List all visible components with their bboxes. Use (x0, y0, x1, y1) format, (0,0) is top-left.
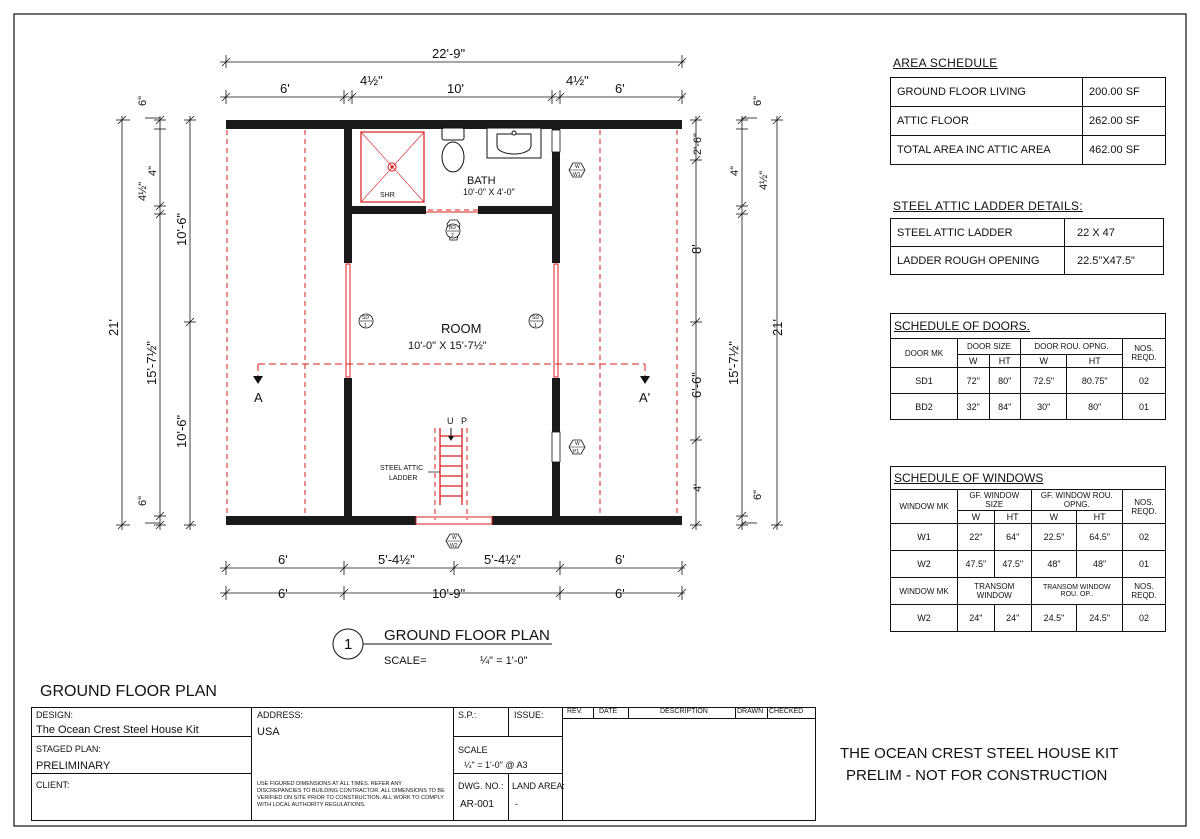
svg-text:SD: SD (532, 315, 539, 321)
svg-text:P1: P1 (573, 449, 580, 455)
svg-text:W1: W1 (573, 172, 581, 178)
toilet-icon (442, 128, 464, 172)
svg-text:W: W (575, 441, 580, 447)
door-openings (346, 212, 558, 524)
drawing-number: 1 (344, 636, 353, 653)
dim-left-6-top: 6" (137, 95, 149, 106)
dim-right-21: 21' (770, 319, 785, 336)
dim-right-2-6: 2'-6" (692, 133, 704, 155)
staged-value: PRELIMINARY (36, 760, 111, 772)
ladder-p-label: P (461, 416, 468, 426)
doors-schedule-title: SCHEDULE OF DOORS. (891, 314, 1166, 339)
table-row: SD1 72" 80" 72.5" 80.75" 02 (891, 368, 1166, 394)
section-arrow-left-icon (253, 376, 263, 384)
project-line-1: THE OCEAN CREST STEEL HOUSE KIT (840, 745, 1119, 762)
sp-label: S.P.: (458, 710, 477, 720)
tag-w2 (446, 534, 462, 549)
table-row: W2 47.5" 47.5" 48" 48" 01 (891, 551, 1166, 578)
tag-w1-top (569, 163, 585, 178)
ladder-up-label: U (447, 416, 454, 426)
dim-left-15-7: 15'-7½" (144, 341, 159, 385)
rev-header-checked: CHECKED (769, 708, 804, 715)
rev-header-description: DESCRIPTION (660, 708, 708, 715)
client-label: CLIENT: (36, 780, 70, 790)
dim-right-4half: 4½" (758, 170, 770, 190)
doors-schedule-table: SCHEDULE OF DOORS. DOOR MK DOOR SIZE DOOR ROU. OPNG. NOS. REQD. W HT W HT SD1 72" 80" 72.5" 80.75" 02 BD2 32" 84" 30" 80" 01 (890, 313, 1166, 420)
table-row: GROUND FLOOR LIVING 200.00 SF (891, 78, 1166, 107)
dim-bottom-5-4-left: 5'-4½" (378, 552, 415, 567)
design-label: DESIGN: (36, 710, 74, 720)
sheet-title: GROUND FLOOR PLAN (40, 683, 217, 700)
area-schedule-title: AREA SCHEDULE (893, 56, 998, 70)
ladder-details-table (890, 218, 1164, 275)
dim-right-4-outer: 4" (729, 165, 741, 176)
tag-sd1-left (359, 314, 373, 329)
address-value: USA (257, 726, 280, 738)
drawing-scale-value: ¼" = 1'-0" (480, 655, 528, 667)
bath-size: 10'-0" X 4'-0" (463, 187, 515, 197)
dim-left-10-6-bottom: 10'-6" (174, 414, 189, 448)
table-row: W1 22" 64" 22.5" 64.5" 02 (891, 524, 1166, 551)
title-block (31, 707, 816, 821)
tag-sd1-right (529, 314, 543, 329)
table-row: LADDER ROUGH OPENING 22.5"X47.5" (891, 247, 1164, 275)
dim-bottom-6-right-b: 6' (615, 586, 625, 601)
svg-text:BD: BD (449, 225, 456, 231)
svg-text:1: 1 (534, 323, 537, 329)
dim-right-6-bottom: 6" (752, 489, 764, 500)
address-label: ADDRESS: (257, 710, 304, 720)
table-row: BD2 32" 84" 30" 80" 01 (891, 394, 1166, 420)
issue-label: ISSUE: (514, 710, 544, 720)
scale-value: ¼" = 1'-0" @ A3 (464, 760, 528, 770)
dim-top-overall: 22'-9" (432, 46, 466, 61)
dim-bottom-10-9: 10'-9" (432, 586, 466, 601)
room-name: ROOM (441, 321, 482, 336)
tag-w1-bottom (569, 440, 585, 455)
dim-top-4half-right: 4½" (566, 73, 589, 88)
dim-left-4: 4" (147, 165, 159, 176)
dim-top-6-right: 6' (615, 81, 625, 96)
sink-icon (487, 128, 541, 158)
dim-top-10: 10' (447, 81, 464, 96)
svg-text:W: W (452, 535, 457, 541)
ladder-label-2: LADDER (389, 475, 418, 482)
ladder-details-title: STEEL ATTIC LADDER DETAILS: (893, 199, 1083, 213)
tag-bd2 (446, 220, 460, 240)
dim-top-4half-left: 4½" (360, 73, 383, 88)
windows-schedule-table: SCHEDULE OF WINDOWS WINDOW MK GF. WINDOW SIZE GF. WINDOW ROU. OPNG. NOS. REQD. W HT W HT W1 22" 64" 22.5" 64.5" 02 W2 47.5" 47.5" 48" 48" 01 WINDOW MK TRANSOM WINDOW TRANSOM WINDOW ROU. OP.. NOS. REQD. W2 24" 24" 24.5" 24.5" 02 (890, 466, 1166, 632)
rev-header-date: DATE (599, 708, 618, 715)
dwg-value: AR-001 (460, 799, 494, 810)
dim-right-15-7: 15'-7½" (726, 341, 741, 385)
drawing-scale-label: SCALE= (384, 655, 427, 667)
dim-bottom-6-left-b: 6' (278, 586, 288, 601)
svg-text:1: 1 (364, 323, 367, 329)
project-line-2: PRELIM - NOT FOR CONSTRUCTION (846, 767, 1108, 784)
section-mark-right: A' (639, 390, 651, 405)
area-schedule-table (890, 77, 1166, 165)
land-label: LAND AREA: (512, 781, 566, 791)
rev-header-rev: REV. (567, 708, 583, 715)
staged-label: STAGED PLAN: (36, 744, 101, 754)
svg-text:SD: SD (362, 315, 369, 321)
dim-left-10-6-top: 10'-6" (174, 212, 189, 246)
shower-label: SHR (380, 192, 395, 199)
dim-left-6-bottom: 6" (137, 495, 149, 506)
table-row: STEEL ATTIC LADDER 22 X 47 (891, 219, 1164, 247)
svg-text:W2: W2 (450, 543, 458, 549)
design-value: The Ocean Crest Steel House Kit (36, 724, 199, 736)
scale-label: SCALE (458, 745, 488, 755)
table-row: W2 24" 24" 24.5" 24.5" 02 (891, 605, 1166, 632)
drawing-title: GROUND FLOOR PLAN (384, 627, 550, 644)
dim-left-21: 21' (106, 319, 121, 336)
ladder-label-1: STEEL ATTIC (380, 465, 424, 472)
section-mark-left: A (254, 390, 263, 405)
dim-right-6-top: 6" (752, 95, 764, 106)
dim-right-4: 4' (692, 483, 704, 492)
dwg-label: DWG. NO.: (458, 781, 504, 791)
dim-right-8: 8' (689, 244, 704, 254)
disclaimer-note: USE FIGURED DIMENSIONS AT ALL TIMES. REFER ANY DISCREPANCIES TO BUILDING CONTRACTOR. ALL DIMENSIONS TO BE VERIFIED ON SITE PRIOR TO CONSTRUCTION. ALL WORK TO COMPLY WITH LOCAL AUTHORITY REGULATIONS. (257, 781, 445, 808)
section-arrow-right-icon (640, 376, 650, 384)
dim-right-6-6: 6'-6" (689, 372, 704, 398)
windows-schedule-title: SCHEDULE OF WINDOWS (891, 467, 1166, 490)
land-value: - (515, 799, 518, 809)
table-row: ATTIC FLOOR 262.00 SF (891, 107, 1166, 136)
room-size: 10'-0" X 15'-7½" (408, 340, 487, 352)
section-line (258, 364, 645, 378)
svg-text:W: W (575, 164, 580, 170)
svg-text:2: 2 (451, 233, 454, 239)
bath-name: BATH (467, 175, 496, 187)
dim-bottom-6-left-a: 6' (278, 552, 288, 567)
dim-bottom-5-4-right: 5'-4½" (484, 552, 521, 567)
table-row: TOTAL AREA INC ATTIC AREA 462.00 SF (891, 136, 1166, 165)
dim-top-6-left: 6' (280, 81, 290, 96)
dim-left-4half: 4½" (137, 181, 149, 201)
dim-bottom-6-right-a: 6' (615, 552, 625, 567)
rev-header-drawn: DRAWN (737, 708, 764, 715)
